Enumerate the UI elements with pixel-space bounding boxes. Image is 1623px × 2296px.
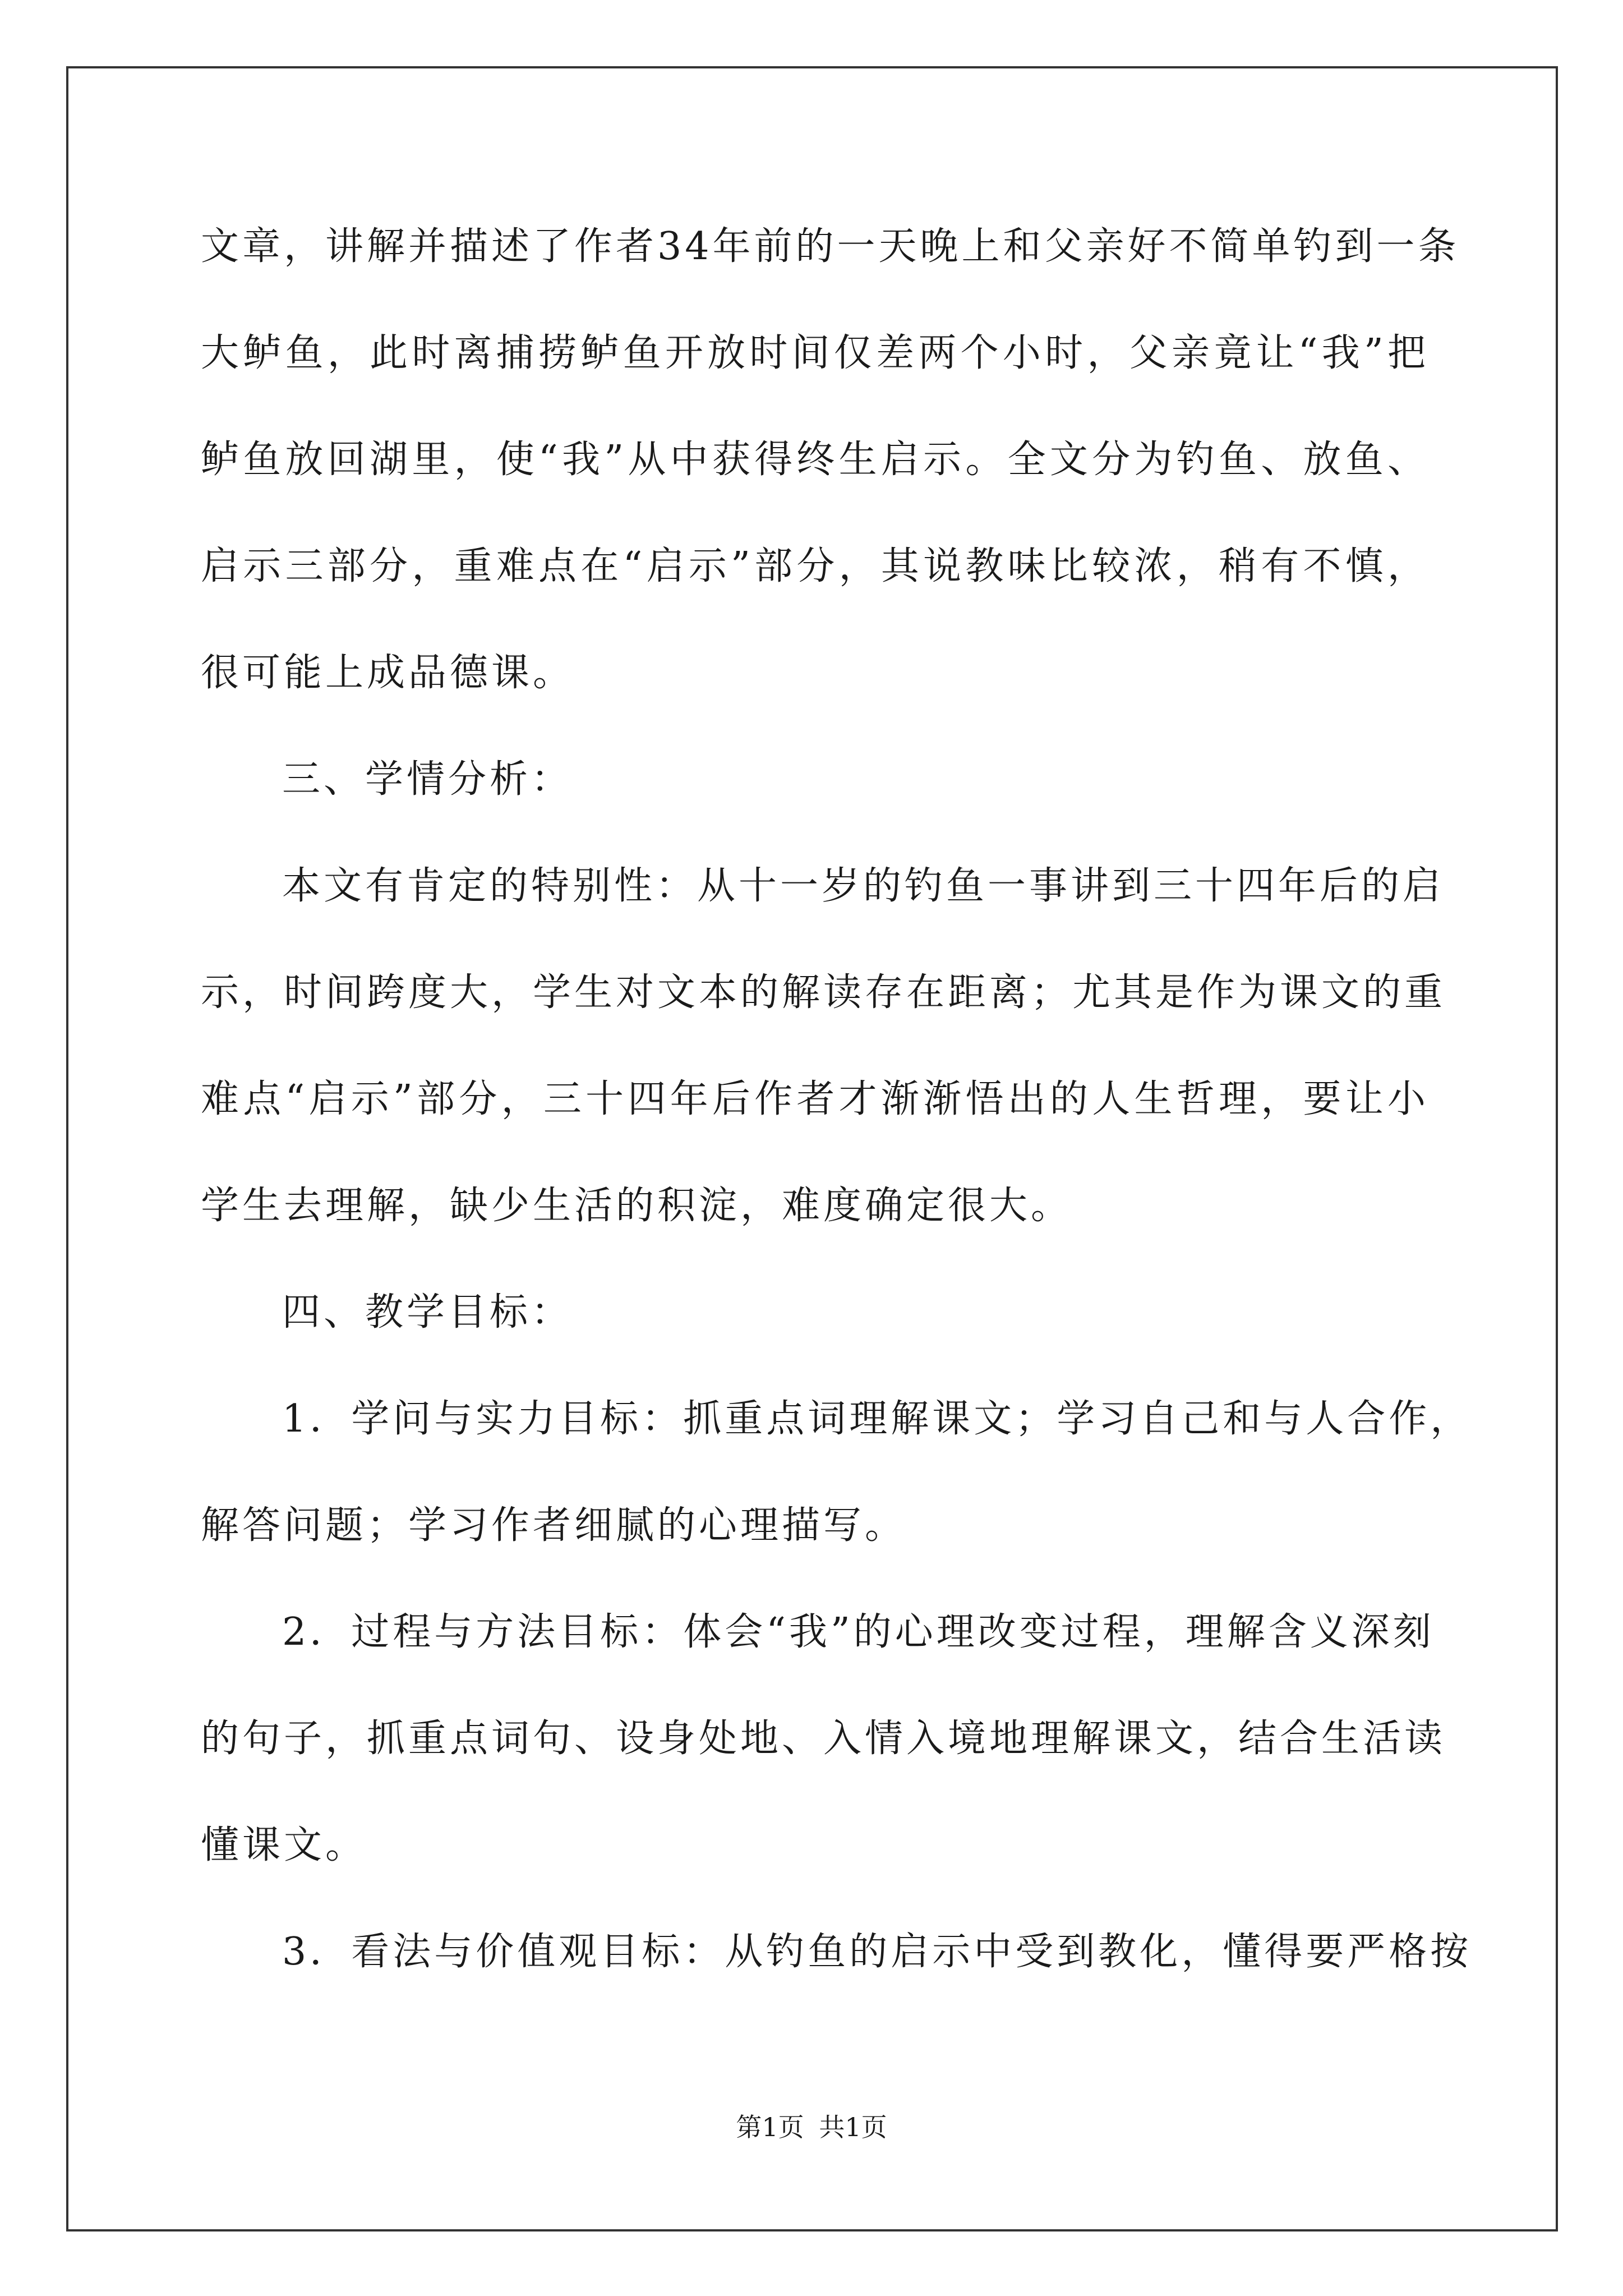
text-line: 的句子，抓重点词句、设身处地、入情入境地理解课文，结合生活读 <box>201 1717 1446 1761</box>
page-border <box>66 66 1558 2231</box>
page-footer <box>0 2110 1623 2144</box>
text-line: 难点“启示”部分，三十四年后作者才渐渐悟出的人生哲理，要让小 <box>201 1077 1429 1121</box>
section-heading: 四、教学目标： <box>282 1290 573 1335</box>
page-total: 共1页 <box>819 2112 887 2142</box>
text-line: 2．过程与方法目标：体会“我”的心理改变过程，理解含义深刻 <box>282 1610 1435 1654</box>
text-line: 学生去理解，缺少生活的积淀，难度确定很大。 <box>201 1184 1073 1228</box>
text-line: 鲈鱼放回湖里，使“我”从中获得终生启示。全文分为钓鱼、放鱼、 <box>201 438 1429 482</box>
text-line: 解答问题；学习作者细腻的心理描写。 <box>201 1503 907 1548</box>
text-line: 大鲈鱼，此时离捕捞鲈鱼开放时间仅差两个小时，父亲竟让“我”把 <box>201 331 1429 375</box>
text-line: 1．学问与实力目标：抓重点词理解课文；学习自己和与人合作， <box>282 1397 1472 1441</box>
text-line: 本文有肯定的特别性：从十一岁的钓鱼一事讲到三十四年后的启 <box>282 864 1445 908</box>
text-line: 启示三部分，重难点在“启示”部分，其说教味比较浓，稍有不慎， <box>201 544 1429 588</box>
text-line: 3．看法与价值观目标：从钓鱼的启示中受到教化，懂得要严格按 <box>282 1930 1472 1974</box>
page-number: 第1页 <box>736 2112 804 2142</box>
text-line: 懂课文。 <box>201 1823 367 1867</box>
text-line: 很可能上成品德课。 <box>201 651 575 695</box>
text-line: 文章，讲解并描述了作者34年前的一天晚上和父亲好不简单钓到一条 <box>201 224 1460 269</box>
section-heading: 三、学情分析： <box>282 757 573 802</box>
text-line: 示，时间跨度大，学生对文本的解读存在距离；尤其是作为课文的重 <box>201 970 1446 1015</box>
